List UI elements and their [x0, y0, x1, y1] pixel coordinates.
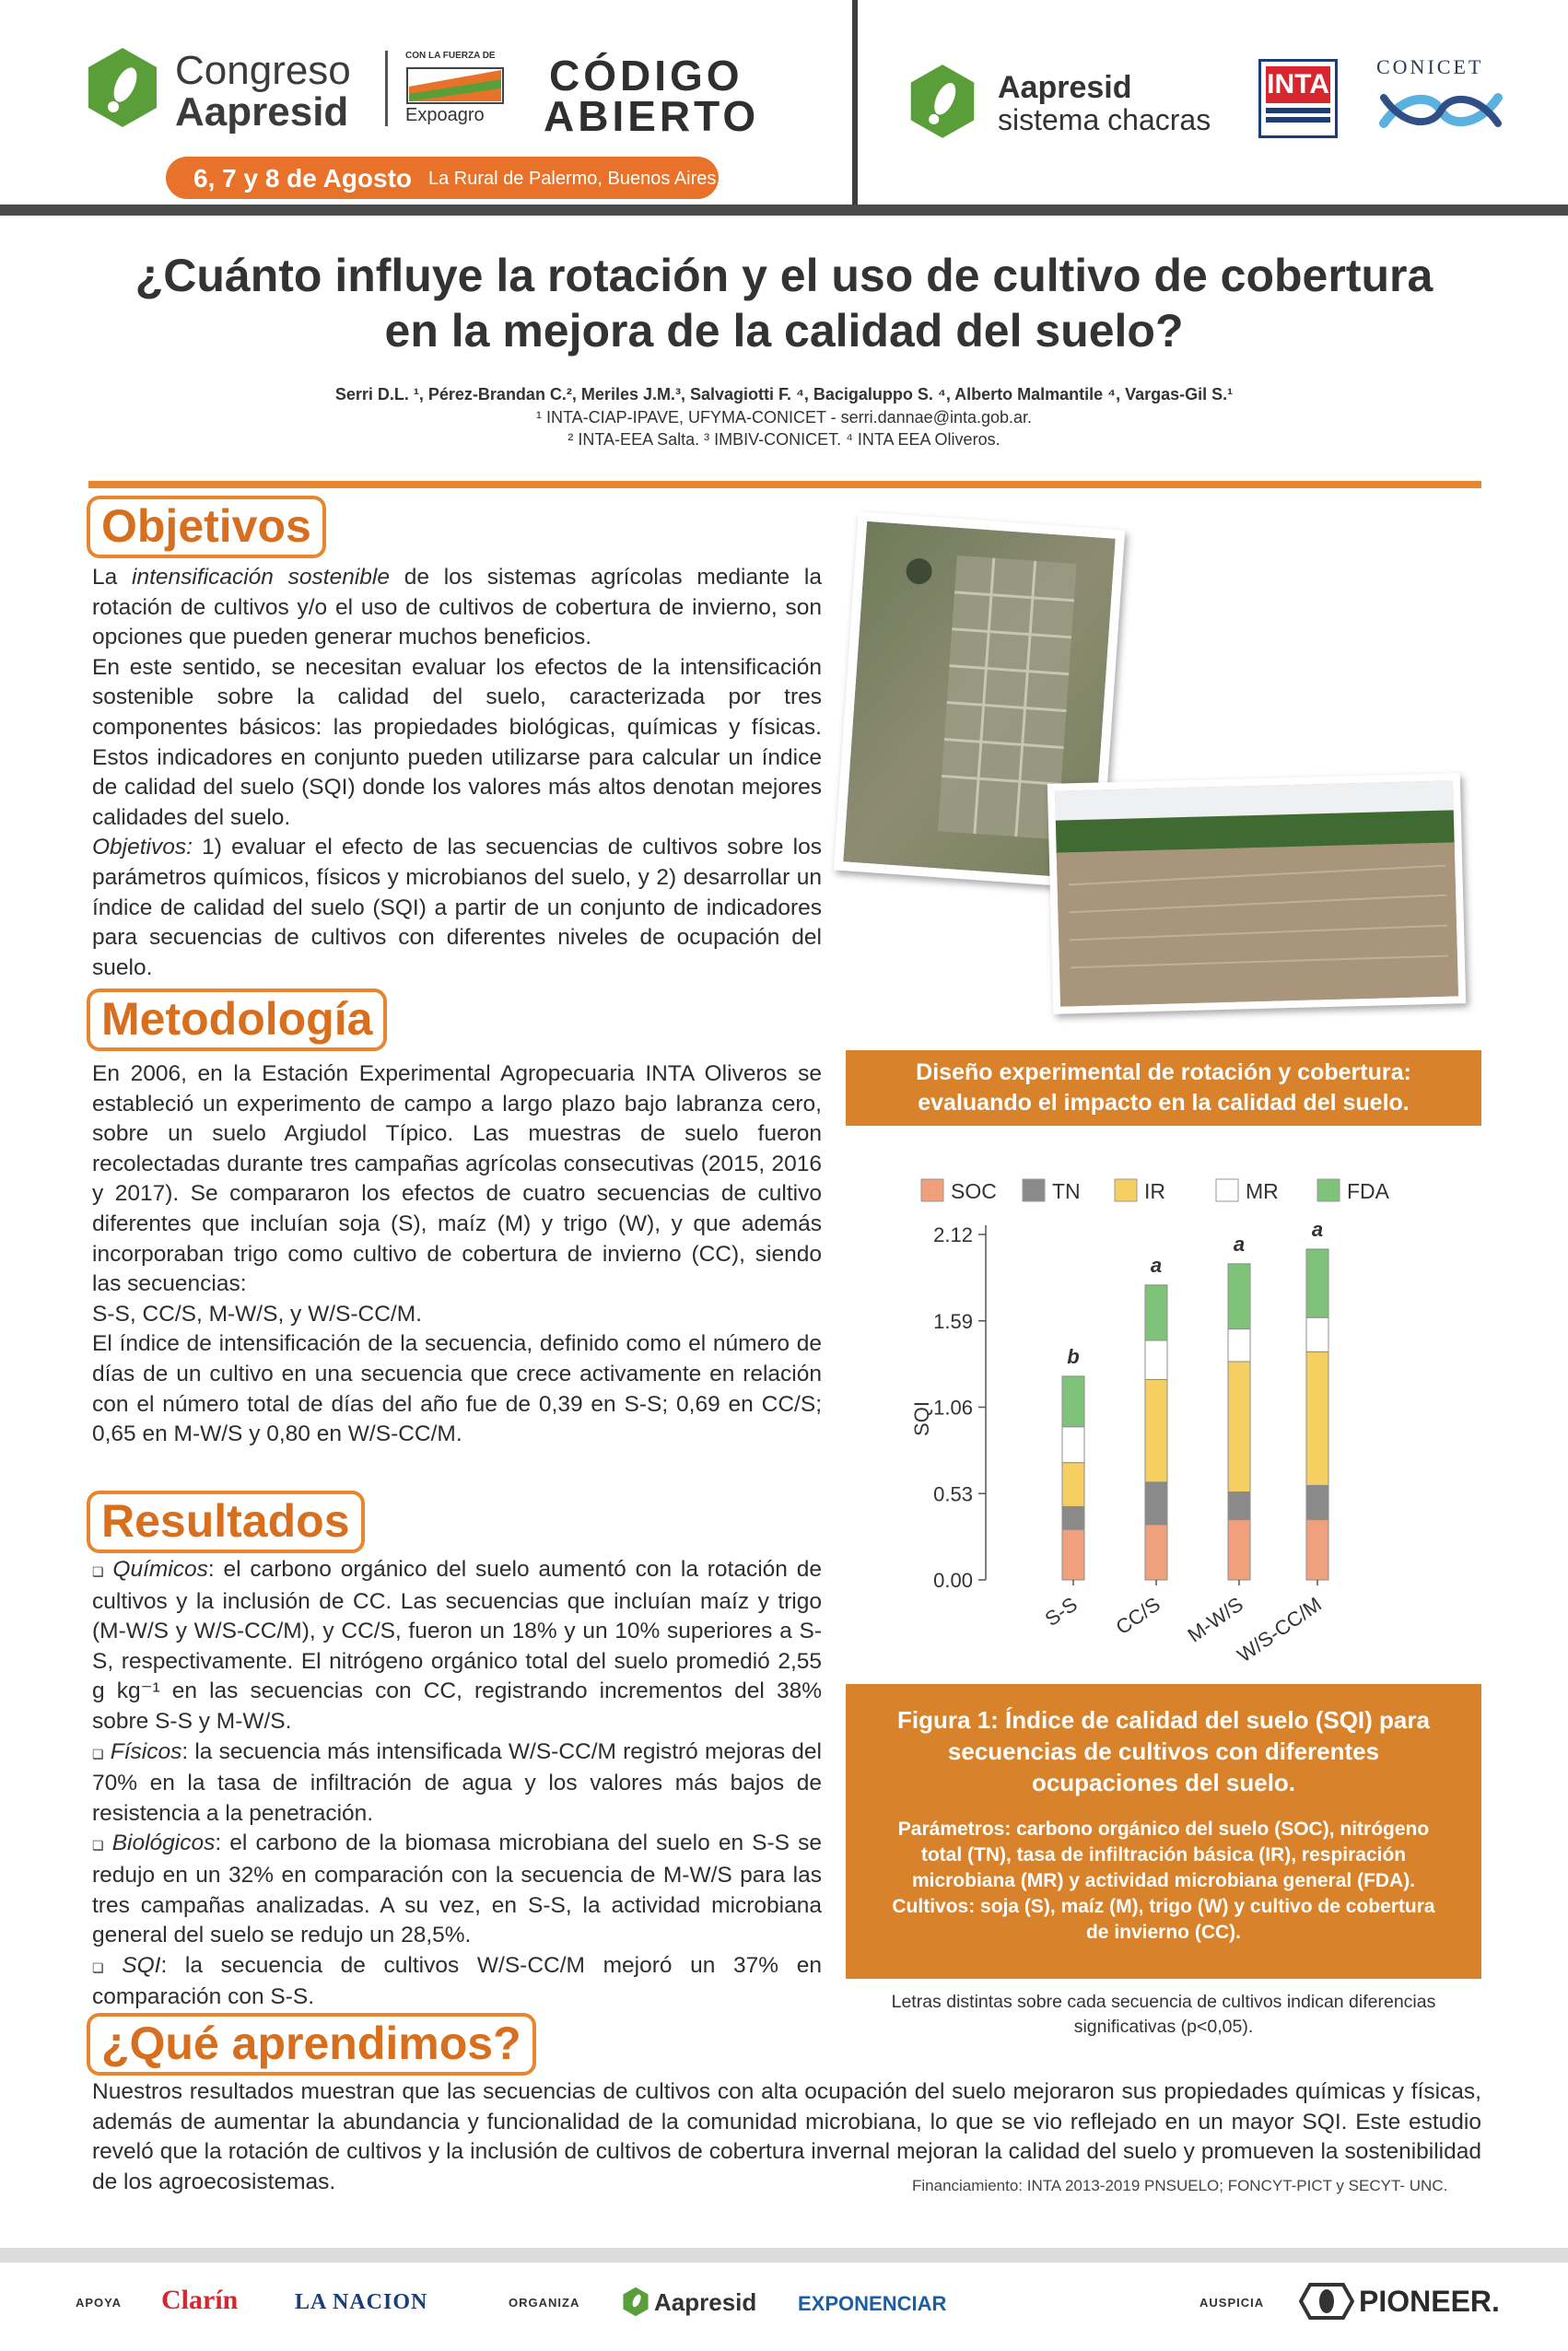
- aapresid-hex-logo-icon: [85, 46, 160, 129]
- footer-rule: [0, 2248, 1568, 2263]
- y-tick-label: 0.53: [933, 1482, 973, 1506]
- aprendimos-text: Nuestros resultados muestran que las secuencias de cultivos con alta ocupación del suelo mejoraron sus propiedades químicas y físicas, además de aumentar la abundancia y funcionalidad de la comunidad microbiana, lo que se vio reflejado en un mayor SQI. Este estudio reveló que la rotación de cultivos y la inclusión de cultivos de cobertura invernal mejoran la calidad del suelo y promueven la sostenibilidad de los agroecosistemas.: [92, 2079, 1481, 2194]
- figure-title-line2: secuencias de cultivos con diferentes: [947, 1737, 1380, 1765]
- x-tick-label: S-S: [1040, 1592, 1082, 1632]
- bar-ccs-tn: [1145, 1482, 1167, 1525]
- bar-mws-fda: [1228, 1264, 1250, 1329]
- codigo-line2: ABIERTO: [544, 92, 760, 140]
- significance-letter: a: [1233, 1232, 1246, 1256]
- figure-params-line4: Cultivos: soja (S), maíz (M), trigo (W) y cultivo de cobertura: [892, 1896, 1435, 1917]
- aprendimos-heading: ¿Qué aprendimos?: [87, 2013, 536, 2076]
- chacras-hex-logo-icon: [907, 63, 977, 140]
- header-bottom-bar: [0, 205, 1568, 216]
- y-tick-label: 1.59: [933, 1309, 973, 1333]
- objetivos-p1-em: intensificación sostenible: [132, 565, 390, 590]
- chacras-line2: sistema chacras: [998, 103, 1211, 136]
- sqi-chart-svg: [884, 1152, 1474, 1667]
- resultados-heading: Resultados: [87, 1491, 365, 1553]
- resultados-item-biologicos: ❏ Biológicos: el carbono de la biomasa microbiana del suelo en S-S se redujo en un 32% en comparación con la secuencia de M-W/S para las tres campañas analizadas. A su vez, en S-S, la actividad microbiana general del suelo se redujo un 28,5%.: [92, 1831, 823, 1948]
- logo-separator: [385, 51, 388, 126]
- objetivos-p3-em: Objetivos:: [92, 835, 193, 860]
- metodologia-paragraph-1: En 2006, en la Estación Experimental Agropecuaria INTA Oliveros se estableció un experimento de campo a largo plazo bajo labranza cero, sobre un suelo Argiudol Típico. Las muestras de suelo fueron recolectadas durante tres campañas agrícolas consecutivas (2015, 2016 y 2017). Se compararon los efectos de cuatro secuencias de cultivo diferentes que incluían soja (S), maíz (M) y trigo (W), y que además incorporaban trigo como cultivo de cobertura de invierno (CC), siendo las secuencias:: [92, 1061, 822, 1297]
- inta-logo-text: INTA: [1266, 66, 1330, 103]
- objetivos-text: [92, 563, 822, 983]
- legend-label-tn: TN: [1052, 1179, 1081, 1203]
- codigo-line1: CÓDIGO: [549, 52, 743, 99]
- resultados-item-1-em: Físicos: [110, 1738, 182, 1764]
- conicet-wave-icon: [1376, 85, 1505, 136]
- conicet-label: CONICET: [1376, 55, 1484, 78]
- resultados-item-3-text: : la secuencia de cultivos W/S-CC/M mejoró un 37% en comparación con S-S.: [92, 1952, 822, 2010]
- wheat-field-photo: [1047, 773, 1466, 1014]
- legend-swatch-soc: [921, 1179, 943, 1201]
- metodologia-text: [92, 1059, 822, 1450]
- poster-title-line1: ¿Cuánto influye la rotación y el uso de cultivo de cobertura: [135, 250, 1433, 301]
- resultados-item-1-text: : la secuencia más intensificada W/S-CC/M registró mejoras del 70% en la tasa de infiltración de agua y los valores más bajos de resistencia a la penetración.: [92, 1738, 822, 1826]
- bar-mws-ir: [1228, 1362, 1250, 1492]
- x-tick-label: M-W/S: [1183, 1592, 1247, 1647]
- x-tick-label: CC/S: [1111, 1592, 1164, 1640]
- footer-clarin: Clarín: [161, 2285, 239, 2315]
- bar-ccs-mr: [1145, 1340, 1167, 1379]
- footer-organiza: ORGANIZA: [509, 2296, 580, 2310]
- bar-ccs-fda: [1145, 1285, 1167, 1340]
- metodologia-paragraph-2: El índice de intensificación de la secuencia, definido como el número de días de un cultivo en una secuencia que crece activamente en relación con el número total de días del año fue de 0,39 en S-S; 0,69 en CC/S; 0,65 en M-W/S y 0,80 en W/S-CC/M.: [92, 1331, 822, 1447]
- wheat-field-image: [1047, 773, 1466, 1014]
- objetivos-paragraph-1: [92, 563, 822, 653]
- footer-aapresid: Aapresid: [654, 2288, 757, 2316]
- expoagro-label: Expoagro: [405, 105, 485, 125]
- bar-wsccm-ir: [1306, 1351, 1328, 1485]
- legend-swatch-tn: [1023, 1179, 1045, 1201]
- objetivos-heading: Objetivos: [87, 496, 326, 558]
- figure-params-line1: Parámetros: carbono orgánico del suelo (SOC), nitrógeno: [897, 1819, 1430, 1840]
- bar-ss-soc: [1062, 1529, 1084, 1580]
- resultados-item-sqi: ❏ SQI: la secuencia de cultivos W/S-CC/M mejoró un 37% en comparación con S-S.: [92, 1952, 822, 2010]
- bar-ss-mr: [1062, 1427, 1084, 1463]
- legend-label-fda: FDA: [1347, 1179, 1389, 1203]
- objetivos-p1-rest: de los sistemas agrícolas mediante la rotación de cultivos y/o el uso de cultivos de cobertura de invierno, son opciones que pueden generar muchos beneficios.: [92, 565, 822, 650]
- figure-note: [846, 1990, 1481, 2040]
- objetivos-paragraph-3: [92, 833, 822, 983]
- expoagro-tag: CON LA FUERZA DE: [405, 51, 496, 61]
- pioneer-emblem-icon: [1299, 2283, 1354, 2320]
- design-box: [846, 1050, 1481, 1126]
- resultados-item-0-text: : el carbono orgánico del suelo aumentó con la rotación de cultivos y la inclusión de CC. Las secuencias que incluían maíz y trigo (M-W/S y W/S-CC/M), y CC/S, fueron un 18% y un 10% superiores a S-S, respectivamente. El nitrógeno orgánico total del suelo promedió 2,55 g kg⁻¹ en las secuencias con CC, registrando incrementos del 38% sobre S-S y M-W/S.: [92, 1557, 822, 1734]
- bar-ss-tn: [1062, 1506, 1084, 1529]
- objetivos-paragraph-2: En este sentido, se necesitan evaluar los efectos de la intensificación sostenible sobre la calidad del suelo, caracterizada por tres componentes básicos: las propiedades biológicas, químicas y físicas. Estos indicadores en conjunto pueden utilizarse para calcular un índice de calidad del suelo (SQI) donde los valores más altos denotan mejores calidades del suelo.: [92, 654, 822, 830]
- resultados-item-quimicos: ❏ Químicos: el carbono orgánico del suelo aumentó con la rotación de cultivos y la inclusión de CC. Las secuencias que incluían maíz y trigo (M-W/S y W/S-CC/M), y CC/S, fueron un 18% y un 10% superiores a S-S, respectivamente. El nitrógeno orgánico total del suelo promedió 2,55 g kg⁻¹ en las secuencias con CC, registrando incrementos del 38% sobre S-S y M-W/S.: [92, 1557, 822, 1734]
- legend-label-soc: SOC: [951, 1179, 997, 1203]
- y-tick-label: 1.06: [933, 1396, 973, 1420]
- sqi-chart: [884, 1152, 1474, 1667]
- affiliation-1: ¹ INTA-CIAP-IPAVE, UFYMA-CONICET - serri.dannae@inta.gob.ar.: [535, 408, 1033, 427]
- design-box-line2: evaluando el impacto en la calidad del suelo.: [918, 1090, 1410, 1116]
- resultados-text: [92, 1555, 822, 2013]
- bar-ccs-soc: [1145, 1525, 1167, 1580]
- figure-params-line2: total (TN), tasa de infiltración básica (IR), respiración: [920, 1844, 1407, 1866]
- bar-ss-fda: [1062, 1376, 1084, 1427]
- resultados-item-0-em: Químicos: [112, 1557, 208, 1582]
- x-tick-label: W/S-CC/M: [1233, 1592, 1326, 1667]
- significance-letter: a: [1311, 1217, 1324, 1241]
- legend-label-mr: MR: [1246, 1179, 1279, 1203]
- resultados-item-2-em: Biológicos: [111, 1831, 216, 1856]
- congreso-line1: Congreso: [175, 48, 351, 93]
- footer-exponencial: EXPONENCIAR: [798, 2292, 947, 2315]
- resultados-item-3-em: SQI: [122, 1952, 161, 1978]
- bar-mws-soc: [1228, 1520, 1250, 1580]
- y-tick-label: 2.12: [933, 1223, 973, 1246]
- y-tick-label: 0.00: [933, 1569, 973, 1592]
- affiliation-2: ² INTA-EEA Salta. ³ IMBIV-CONICET. ⁴ INTA EEA Oliveros.: [568, 430, 1000, 449]
- bar-wsccm-fda: [1306, 1249, 1328, 1317]
- footer-lanacion: LA NACION: [295, 2290, 428, 2314]
- header-banner: [0, 0, 1568, 205]
- congreso-line2: Aapresid: [175, 89, 349, 135]
- figure-note-line2: significativas (p<0,05).: [1073, 2017, 1254, 2037]
- figure-title-line3: ocupaciones del suelo.: [1031, 1769, 1296, 1796]
- chacras-line1: Aapresid: [998, 70, 1132, 105]
- design-box-line1: Diseño experimental de rotación y cobertura:: [916, 1059, 1411, 1085]
- figure-params-line5: de invierno (CC).: [1085, 1922, 1241, 1943]
- bar-wsccm-soc: [1306, 1520, 1328, 1580]
- expoagro-flag-icon: [405, 66, 505, 107]
- bar-wsccm-mr: [1306, 1317, 1328, 1351]
- event-venue: La Rural de Palermo, Buenos Aires: [428, 169, 717, 189]
- legend-swatch-ir: [1115, 1179, 1137, 1201]
- metodologia-sequences: S-S, CC/S, M-W/S, y W/S-CC/M.: [92, 1301, 422, 1327]
- footer-apoya: APOYA: [76, 2296, 123, 2310]
- footer-auspicia: AUSPICIA: [1199, 2296, 1265, 2310]
- bar-wsccm-tn: [1306, 1485, 1328, 1519]
- bar-ccs-ir: [1145, 1379, 1167, 1481]
- date-badge: [166, 157, 719, 199]
- objetivos-p1-lead: La: [92, 565, 133, 590]
- header-divider: [852, 0, 858, 205]
- bar-mws-tn: [1228, 1491, 1250, 1519]
- orange-rule: [88, 481, 1481, 488]
- significance-letter: a: [1150, 1253, 1163, 1277]
- figure-caption-box: [846, 1684, 1481, 1979]
- significance-letter: b: [1067, 1344, 1080, 1368]
- legend-label-ir: IR: [1144, 1179, 1165, 1203]
- authors-list: Serri D.L. ¹, Pérez-Brandan C.², Meriles J.M.³, Salvagiotti F. ⁴, Bacigaluppo S. ⁴, Alberto Malmantile ⁴, Vargas-Gil S.¹: [334, 385, 1234, 404]
- objetivos-p3-rest: 1) evaluar el efecto de las secuencias de cultivos sobre los parámetros químicos, físicos y microbianos del suelo, y 2) desarrollar un índice de calidad del suelo (SQI) a partir de un conjunto de indicadores para secuencias de cultivos con diferentes niveles de ocupación del suelo.: [92, 835, 822, 980]
- legend-swatch-fda: [1317, 1179, 1340, 1201]
- figure-params-line3: microbiana (MR) y actividad microbiana general (FDA).: [911, 1870, 1416, 1891]
- figure-title-line1: Figura 1: Índice de calidad del suelo (SQI) para: [897, 1706, 1430, 1734]
- inta-logo: [1258, 59, 1338, 138]
- figure-note-line1: Letras distintas sobre cada secuencia de cultivos indican diferencias: [891, 1992, 1436, 2012]
- footer-pioneer: PIONEER.: [1359, 2285, 1500, 2318]
- poster-title-line2: en la mejora de la calidad del suelo?: [384, 305, 1184, 357]
- financiamiento-note: Financiamiento: INTA 2013-2019 PNSUELO; FONCYT-PICT y SECYT- UNC.: [912, 2177, 1448, 2194]
- resultados-item-2-text: : el carbono de la biomasa microbiana del suelo en S-S se redujo en un 32% en comparación con la secuencia de M-W/S para las tres campañas analizadas. A su vez, en S-S, la actividad microbiana general del suelo se redujo un 28,5%.: [92, 1831, 823, 1948]
- bar-ss-ir: [1062, 1463, 1084, 1507]
- footer-aapresid-hex-icon: [622, 2287, 649, 2317]
- resultados-item-fisicos: ❏ Físicos: la secuencia más intensificada W/S-CC/M registró mejoras del 70% en la tasa de infiltración de agua y los valores más bajos de resistencia a la penetración.: [92, 1738, 822, 1826]
- y-axis-label: SQI: [910, 1401, 933, 1436]
- metodologia-heading: Metodología: [87, 988, 387, 1051]
- bar-mws-mr: [1228, 1329, 1250, 1362]
- event-date: 6, 7 y 8 de Agosto: [193, 164, 413, 193]
- legend-swatch-mr: [1216, 1179, 1238, 1201]
